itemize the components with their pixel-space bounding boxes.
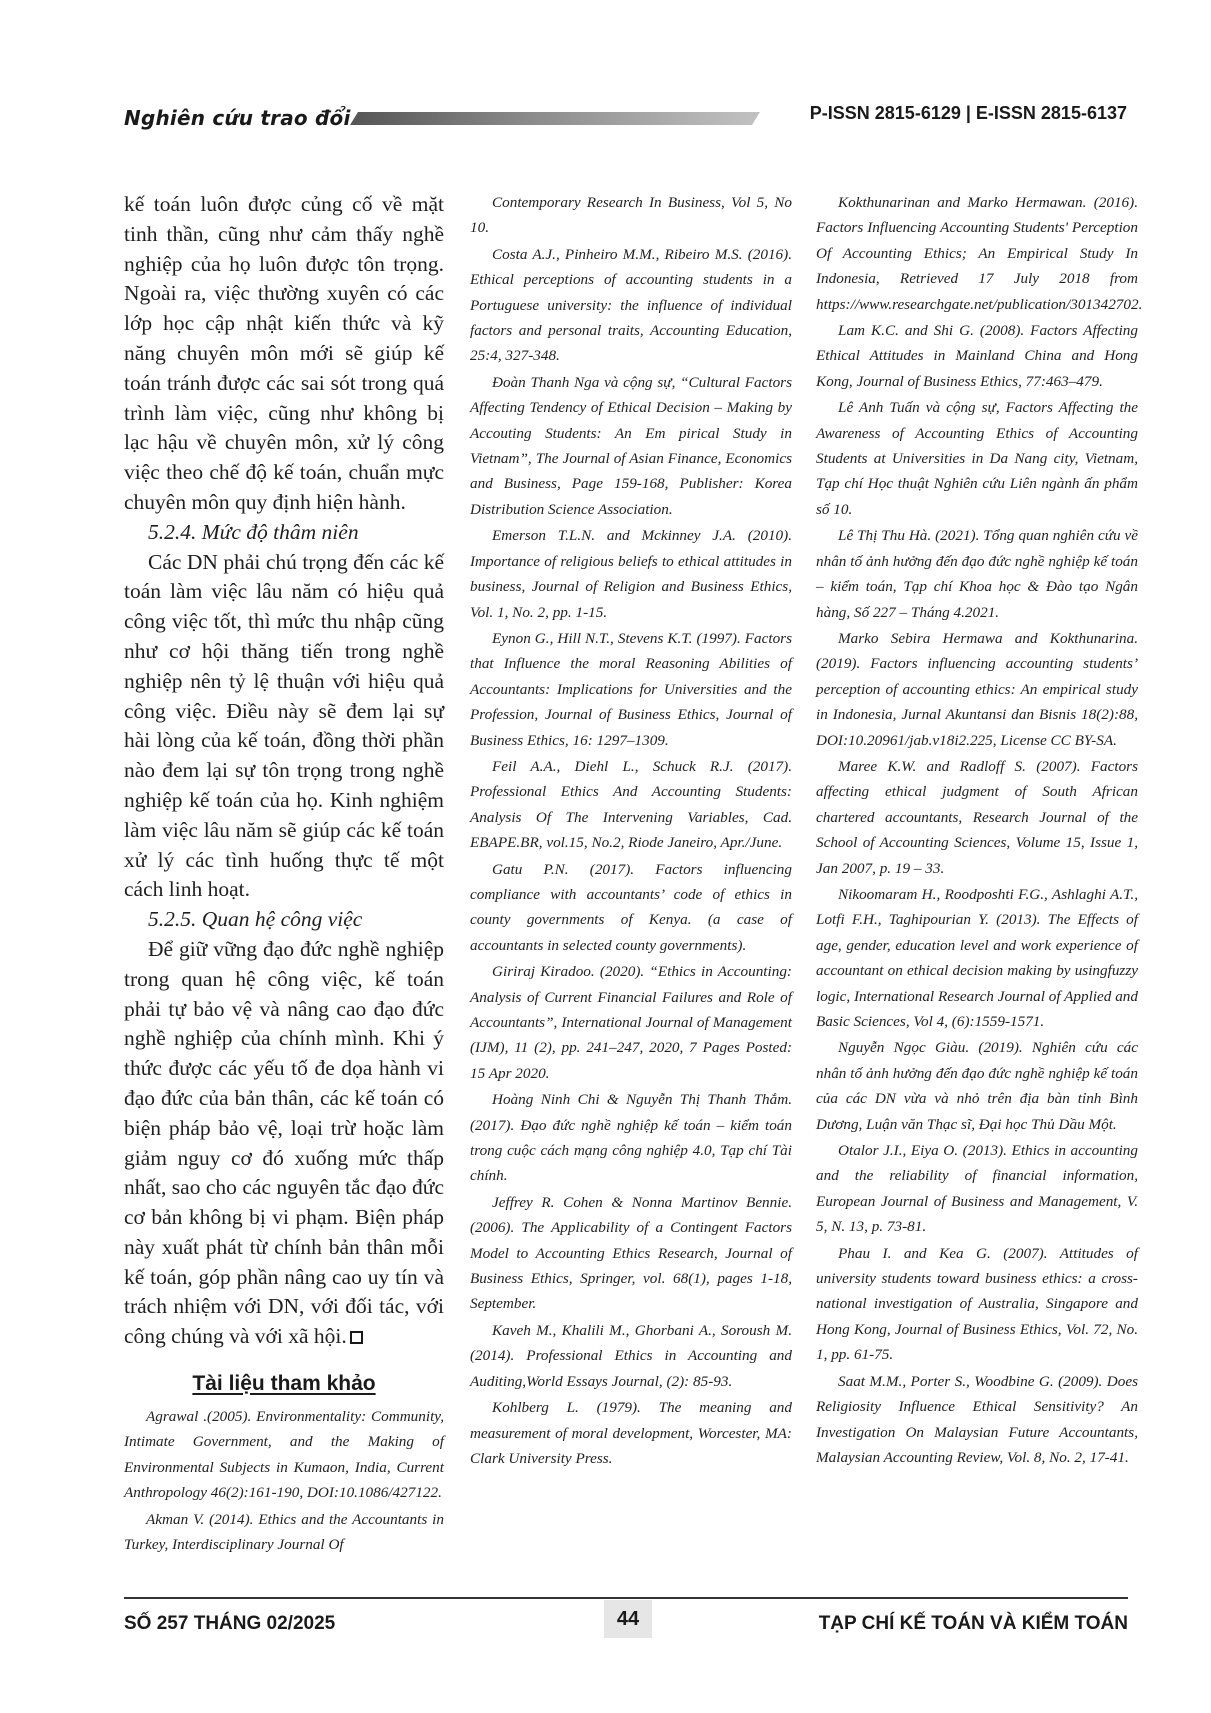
column-1 xyxy=(124,190,444,1559)
column-3 xyxy=(816,190,1143,1471)
reference-item: Saat M.M., Porter S., Woodbine G. (2009). Does Religiosity Influence Ethical Sensitivity? An Investigation On Malaysian Future Accountants, Malaysian Accounting Review, Vol. 8, No. 2, 17-41. xyxy=(816,1372,1138,1466)
reference-item: Nikoomaram H., Roodposhti F.G., Ashlaghi A.T., Lotfi F.H., Taghipourian Y. (2013). The Effects of age, gender, education level and work experience of accountant on ethical decision making by usingfuzzy logic, International Research Journal of Applied and Basic Sciences, Vol 4, (6):1559-1571. xyxy=(816,885,1138,1030)
end-of-article-mark xyxy=(350,1331,363,1344)
intro-paragraph: kế toán luôn được củng cố về mặt tinh thần, cũng như cảm thấy nghề nghiệp của họ luôn được tôn trọng. Ngoài ra, việc thường xuyên có các lớp học cập nhật kiến thức và kỹ năng chuyên môn mới sẽ giúp kế toán tránh được các sai sót trong quá trình làm việc, cũng như không bị lạc hậu về chuyên môn, xử lý công việc theo chế độ kế toán, chuẩn mực chuyên môn quy định hiện hành. xyxy=(124,192,444,514)
reference-item: Otalor J.I., Eiya O. (2013). Ethics in accounting and the reliability of financial information, European Journal of Business and Management, V. 5, N. 13, p. 73-81. xyxy=(816,1142,1138,1236)
reference-item: Akman V. (2014). Ethics and the Accountants in Turkey, Interdisciplinary Journal Of xyxy=(124,1510,444,1554)
reference-item: Maree K.W. and Radloff S. (2007). Factors affecting ethical judgment of South African chartered accountants, Research Journal of the School of Accounting Sciences, Volume 15, Issue 1, Jan 2007, p. 19 – 33. xyxy=(816,757,1138,877)
reference-item: Jeffrey R. Cohen & Nonna Martinov Bennie. (2006). The Applicability of a Contingent Factors Model to Accounting Ethics Research, Journal of Business Ethics, Springer, vol. 68(1), pages 1-18, September. xyxy=(470,1193,792,1313)
article-body xyxy=(124,190,444,1352)
reference-item: Agrawal .(2005). Environmentality: Community, Intimate Government, and the Making of Environmental Subjects in Kumaon, India, Current Anthropology 46(2):161-190, DOI:10.1086/427122. xyxy=(124,1408,444,1502)
footer-divider xyxy=(124,1597,1128,1599)
issue-label: SỐ 257 THÁNG 02/2025 xyxy=(124,1613,336,1634)
reference-item: Lam K.C. and Shi G. (2008). Factors Affecting Ethical Attitudes in Mainland China and Hong Kong, Journal of Business Ethics, 77:463–479. xyxy=(816,322,1138,390)
reference-item: Costa A.J., Pinheiro M.M., Ribeiro M.S. (2016). Ethical perceptions of accounting students in a Portuguese university: the influence of individual factors and personal traits, Accounting Education, 25:4, 327-348. xyxy=(470,245,792,365)
reference-item: Eynon G., Hill N.T., Stevens K.T. (1997). Factors that Influence the moral Reasoning Abilities of Accountants: Implications for Universities and the Profession, Journal of Business Ethics, Journal of Business Ethics, 16: 1297–1309. xyxy=(470,629,792,749)
reference-item: Emerson T.L.N. and Mckinney J.A. (2010). Importance of religious beliefs to ethical attitudes in business, Journal of Religion and Business Ethics, Vol. 1, No. 2, pp. 1-15. xyxy=(470,527,792,621)
section-heading-5-2-4: 5.2.4. Mức độ thâm niên xyxy=(148,519,359,544)
reference-item: Kokthunarinan and Marko Hermawan. (2016). Factors Influencing Accounting Students' Perception Of Accounting Ethics; An Empirical Study In Indonesia, Retrieved 17 July 2018 from https://www.researchgate.net/publication/301342702. xyxy=(816,194,1143,313)
reference-item: Giriraj Kiradoo. (2020). “Ethics in Accounting: Analysis of Current Financial Failures and Role of Accountants”, International Journal of Management (IJM), 11 (2), pp. 241–247, 2020, 7 Pages Posted: 15 Apr 2020. xyxy=(470,963,792,1082)
reference-item: Kaveh M., Khalili M., Ghorbani A., Soroush M. (2014). Professional Ethics in Accounting and Auditing,World Essays Journal, (2): 85-93. xyxy=(470,1321,792,1390)
column-2 xyxy=(470,190,792,1472)
reference-item: Gatu P.N. (2017). Factors influencing compliance with accountants’ code of ethics in county governments of Kenya. (a case of accountants in selected county governments). xyxy=(470,860,792,954)
reference-item: Contemporary Research In Business, Vol 5, No 10. xyxy=(470,194,792,237)
reference-item: Phau I. and Kea G. (2007). Attitudes of university students toward business ethics: a cross-national investigation of Australia, Singapore and Hong Kong, Journal of Business Ethics, Vol. 72, No. 1, pp. 61-75. xyxy=(816,1244,1138,1364)
section-5-2-5-paragraph xyxy=(124,935,444,1352)
reference-item: Lê Anh Tuấn và cộng sự, Factors Affecting the Awareness of Accounting Ethics of Accounting Students at Universities in Da Nang city, Vietnam, Tạp chí Học thuật Nghiên cứu Liên ngành ấn phẩm số 10. xyxy=(816,399,1138,518)
reference-item: Marko Sebira Hermawa and Kokthunarina. (2019). Factors influencing accounting students’ perception of accounting ethics: An empirical study in Indonesia, Jurnal Akuntansi dan Bisnis 18(2):88, DOI:10.20961/jab.v18i2.225, License CC BY-SA. xyxy=(816,629,1138,749)
reference-item: Nguyễn Ngọc Giàu. (2019). Nghiên cứu các nhân tố ảnh hưởng đến đạo đức nghề nghiệp kế toán của các DN vừa và nhỏ trên địa bàn tỉnh Bình Dương, Luận văn Thạc sĩ, Đại học Thủ Dầu Một. xyxy=(816,1039,1138,1133)
journal-name: TẠP CHÍ KẾ TOÁN VÀ KIỂM TOÁN xyxy=(818,1613,1128,1634)
reference-item: Feil A.A., Diehl L., Schuck R.J. (2017). Professional Ethics And Accounting Students: Analysis Of The Intervening Variables, Cad. EBAPE.BR, vol.15, No.2, Riode Janeiro, Apr./June. xyxy=(470,757,792,852)
reference-item: Lê Thị Thu Hà. (2021). Tổng quan nghiên cứu về nhân tố ảnh hưởng đến đạo đức nghề nghiệp kế toán – kiểm toán, Tạp chí Khoa học & Đào tạo Ngân hàng, Số 227 – Tháng 4.2021. xyxy=(816,527,1138,621)
references-heading xyxy=(124,1372,444,1396)
section-heading-5-2-5: 5.2.5. Quan hệ công việc xyxy=(148,907,363,932)
section-5-2-4-paragraph: Các DN phải chú trọng đến các kế toán làm việc lâu năm có hiệu quả công việc tốt, thì mức thu nhập cũng như cơ hội thăng tiến trong nghề nghiệp nên tỷ lệ thuận với hiệu quả công việc. Điều này sẽ đem lại sự hài lòng của kế toán, đồng thời phần nào đem lại sự tôn trọng trong nghề nghiệp kế toán của họ. Kinh nghiệm làm việc lâu năm sẽ giúp các kế toán xử lý các tình huống thực tế một cách linh hoạt. xyxy=(124,549,444,902)
header-decorative-bar xyxy=(350,112,760,125)
section-title: Nghiên cứu trao đổi xyxy=(124,106,351,130)
reference-item: Đoàn Thanh Nga và cộng sự, “Cultural Factors Affecting Tendency of Ethical Decision – Making by Accouting Students: An Em pirical Study in Vietnam”, The Journal of Asian Finance, Economics and Business, Page 159-168, Publisher: Korea Distribution Science Association. xyxy=(470,373,792,518)
section-5-2-5-text: Để giữ vững đạo đức nghề nghiệp trong quan hệ công việc, kế toán phải tự bảo vệ và nâng cao đạo đức nghề nghiệp của chính mình. Khi ý thức được các yếu tố đe dọa hành vi đạo đức của bản thân, các kế toán có biện pháp bảo vệ, loại trừ hoặc làm giảm nguy cơ đó xuống mức thấp nhất, sao cho các nguyên tắc đạo đức cơ bản không bị vi phạm. Biện pháp này xuất phát từ chính bản thân mỗi kế toán, góp phần nâng cao uy tín và trách nhiệm với DN, với đối tác, với công chúng và với xã hội. xyxy=(124,936,444,1349)
issn-label: P-ISSN 2815-6129 | E-ISSN 2815-6137 xyxy=(809,103,1127,123)
reference-item: Hoàng Ninh Chi & Nguyễn Thị Thanh Thắm. (2017). Đạo đức nghề nghiệp kế toán – kiểm toán trong cuộc cách mạng công nghiệp 4.0, Tạp chí Tài chính. xyxy=(470,1091,792,1185)
page-header xyxy=(0,0,1211,150)
page-number: 44 xyxy=(604,1600,652,1638)
references-list-col1 xyxy=(124,1404,444,1557)
references-title: Tài liệu tham khảo xyxy=(192,1372,376,1396)
reference-item: Kohlberg L. (1979). The meaning and measurement of moral development, Worcester, MA: Clark University Press. xyxy=(470,1399,792,1467)
